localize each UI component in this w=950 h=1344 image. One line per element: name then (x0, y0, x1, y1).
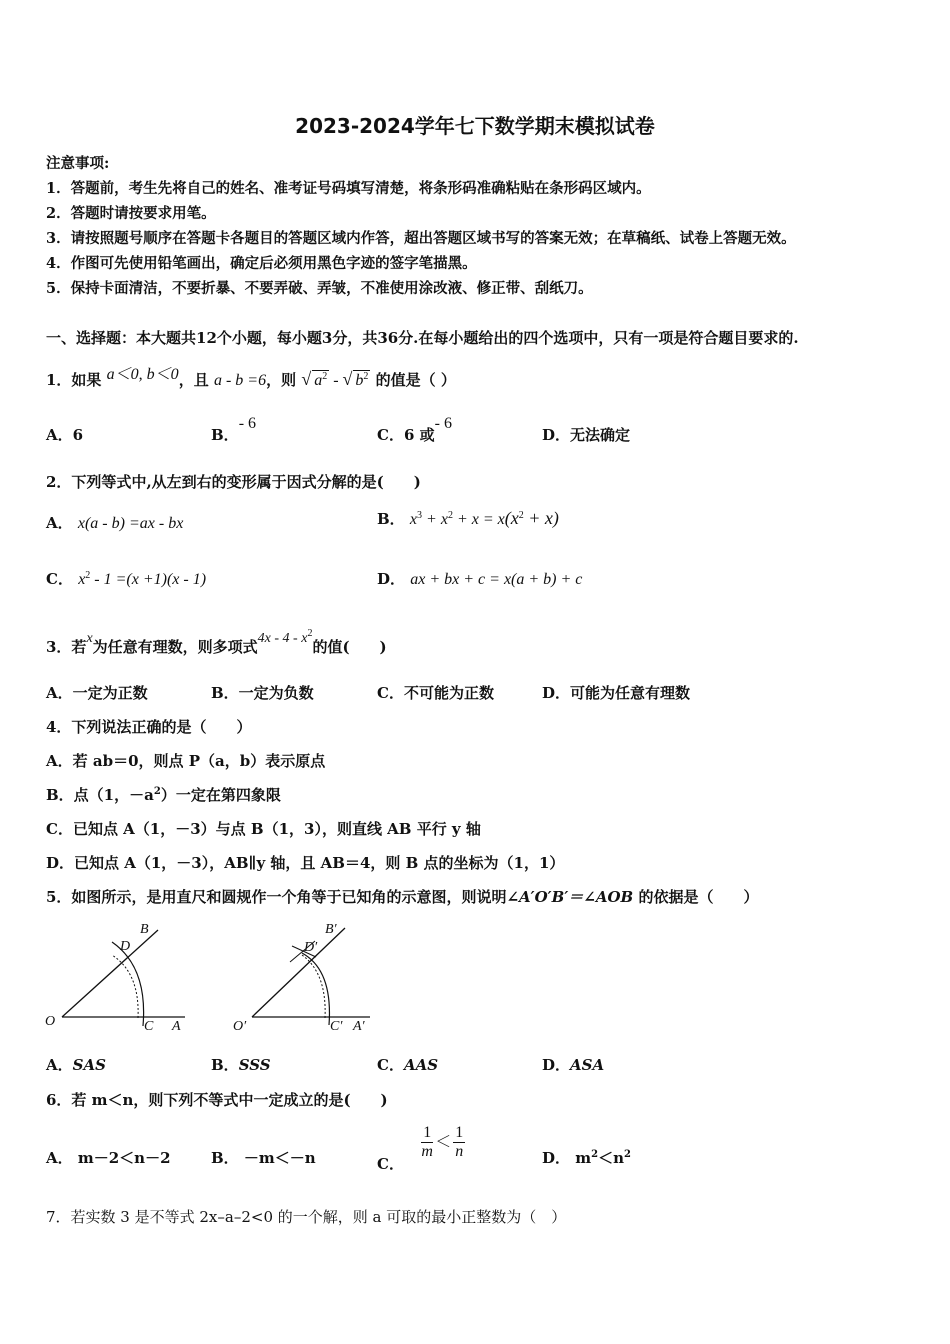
q3-mid: 为任意有理数，则多项式 (92, 638, 258, 656)
q3-polynomial: 4x - 4 - x (257, 631, 308, 646)
note-item: 5．保持卡面清洁，不要折暴、不要弄破、弄皱，不准使用涂改液、修正带、刮纸刀。 (46, 280, 593, 297)
option-math: - 1 =(x +1)(x - 1) (90, 571, 207, 588)
q5-option-a (46, 1054, 106, 1075)
q1-minus: - (329, 372, 343, 389)
arc-c1d1-dashed (302, 955, 325, 1018)
question-2: 2．下列等式中,从左到右的变形属于因式分解的是( ) (46, 473, 421, 491)
q3-prefix: 3．若 (46, 638, 87, 656)
math-exponent: 2 (447, 510, 453, 521)
q1-radicand-a: a (314, 372, 323, 389)
q1-exp-a: 2 (322, 371, 328, 382)
q1-prefix: 1．如果 (46, 371, 102, 389)
option-math: x (409, 511, 418, 528)
page-title: 2023-2024学年七下数学期末模拟试卷 (295, 114, 655, 138)
option-label: D． (377, 570, 406, 588)
q5-option-d (542, 1054, 604, 1075)
q5-stem-math: ∠A′O′B′＝∠AOB (506, 888, 634, 906)
math-exponent: 3 (417, 510, 423, 521)
q1-option-b (211, 415, 257, 445)
option-text: ＜n (598, 1149, 624, 1167)
label-a: A (172, 1019, 181, 1034)
option-math: - 6 (434, 415, 452, 432)
q6-option-d (542, 1147, 631, 1168)
label-o-prime: O′ (233, 1019, 247, 1034)
option-text: 无法确定 (570, 426, 631, 444)
q1-option-d (542, 424, 630, 445)
label-a-prime: A′ (353, 1019, 365, 1034)
q1-exp-b: 2 (363, 371, 369, 382)
q3-option-a: A．一定为正数 (46, 684, 148, 702)
label-b: B (140, 922, 149, 937)
option-math: + x = x (452, 511, 505, 528)
question-7: 7．若实数 3 是不等式 2x–a–2<0 的一个解，则 a 可取的最小正整数为（ ） (46, 1208, 567, 1226)
arc-c1d1 (302, 953, 329, 1025)
section-heading: 一、选择题：本大题共12个小题，每小题3分，共36分.在每小题给出的四个选项中，只有一项是符合题目要求的. (46, 329, 799, 347)
q4-option-b (46, 784, 281, 805)
option-label: D． (542, 1056, 571, 1074)
label-c: C (144, 1019, 154, 1034)
q5-option-c (377, 1054, 438, 1075)
note-item: 2．答题时请按要求用笔。 (46, 205, 216, 222)
option-text: ASA (570, 1056, 605, 1074)
option-text: D． m (542, 1149, 592, 1167)
question-3 (46, 628, 387, 657)
q6-option-a: A． m－2＜n－2 (46, 1149, 171, 1167)
label-d-prime: D′ (304, 940, 318, 955)
q6-option-b: B． －m＜－n (211, 1149, 316, 1167)
q3-option-d: D．可能为任意有理数 (542, 684, 691, 702)
q4-option-c: C．已知点 A（1，－3）与点 B（1，3），则直线 AB 平行 y 轴 (46, 820, 481, 838)
q1-radicand-b: b (355, 372, 364, 389)
option-label: B． (377, 510, 405, 528)
q3-option-b: B．一定为负数 (211, 684, 314, 702)
figure-angle-aob (40, 915, 200, 1040)
fraction-numerator: 1 (455, 1124, 464, 1141)
q1-condition-2: a - b =6 (213, 372, 267, 389)
question-1: 1．如果 a＜0, b＜0，且 a - b =6，则 √ $a^2$ - √ $b^2$ 的值是（ ） (46, 366, 456, 389)
math-exponent: 2 (85, 570, 91, 581)
fraction-denominator: m (421, 1143, 433, 1160)
note-item: 4．作图可先使用铅笔画出，确定后必须用黑色字迹的签字笔描黑。 (46, 255, 477, 272)
q2-option-b (377, 508, 559, 529)
less-than-sign: ＜ (435, 1133, 452, 1151)
option-math: x(a - b) =ax - bx (77, 515, 184, 532)
q1-option-c (377, 415, 452, 445)
fraction-denominator: n (455, 1143, 464, 1160)
ray-o1b1 (252, 928, 345, 1017)
option-math: + x) (523, 508, 559, 528)
label-c-prime: C′ (330, 1019, 343, 1034)
q5-option-b (211, 1054, 271, 1075)
option-label: C． (46, 570, 73, 588)
note-item: 1．答题前，考生先将自己的姓名、准考证号码填写清楚，将条形码准确粘贴在条形码区域内。 (46, 180, 651, 197)
math-exponent: 2 (153, 786, 161, 797)
q4-option-a: A．若 ab＝0，则点 P（a，b）表示原点 (46, 752, 326, 770)
q3-suffix: 的值( ) (312, 638, 387, 656)
label-d: D (120, 939, 131, 954)
option-text: SSS (238, 1056, 271, 1074)
option-label: A． (46, 1056, 73, 1074)
option-label: C． (377, 1056, 404, 1074)
q1-condition-1: a＜0, b＜0 (106, 366, 179, 383)
q1-mid2: ，则 (266, 371, 297, 389)
math-exponent: 2 (623, 1149, 631, 1160)
option-label: B． (211, 1056, 239, 1074)
option-label: A． (46, 514, 73, 532)
q3-option-c: C．不可能为正数 (377, 684, 494, 702)
fraction-1-over-m (421, 1124, 433, 1161)
option-text: 6 (72, 426, 84, 444)
question-4: 4．下列说法正确的是（ ） (46, 718, 252, 736)
option-text: B．点（1，－a (46, 786, 154, 804)
q3-variable: x (86, 631, 93, 646)
option-label: A． (46, 426, 73, 444)
q2-option-d (377, 568, 582, 589)
question-6: 6．若 m＜n，则下列不等式中一定成立的是( ) (46, 1091, 388, 1109)
option-text: ）一定在第四象限 (160, 786, 281, 804)
option-label: D． (542, 426, 571, 444)
option-label: B． (211, 426, 239, 444)
label-o: O (45, 1014, 56, 1029)
fraction-1-over-n (453, 1124, 465, 1161)
figure-angle-a1o1b1 (230, 915, 390, 1040)
q1-suffix: 的值是（ ） (370, 371, 456, 389)
math-exponent: 2 (307, 628, 313, 639)
option-math: + x (422, 511, 448, 528)
q4-option-d: D．已知点 A（1，－3），AB∥y 轴，且 AB＝4，则 B 点的坐标为（1，1） (46, 854, 565, 872)
question-5 (46, 886, 758, 907)
arc-cd (112, 942, 144, 1026)
fraction-numerator: 1 (423, 1124, 432, 1141)
q1-option-a (46, 424, 83, 445)
option-label: C． (377, 1154, 404, 1173)
q5-stem: 5．如图所示，是用直尺和圆规作一个角等于已知角的示意图，则说明 (46, 888, 507, 906)
q2-option-a (46, 512, 183, 533)
label-b-prime: B′ (325, 922, 337, 937)
notes-heading: 注意事项: (46, 155, 110, 172)
q6-option-c (377, 1124, 465, 1173)
option-math: - 6 (238, 415, 257, 432)
option-math: ax + bx + c = x(a + b) + c (410, 571, 583, 588)
q1-mid: ，且 (178, 371, 209, 389)
q5-stem: 的依据是（ ） (633, 888, 759, 906)
option-label: C． (377, 426, 404, 444)
option-math: (x (504, 508, 519, 528)
arc-cd-dashed (112, 955, 138, 1018)
option-math: x (78, 571, 86, 588)
option-text: 6 或 (403, 426, 435, 444)
option-text: SAS (72, 1056, 106, 1074)
math-exponent: 2 (591, 1149, 599, 1160)
math-exponent: 2 (518, 510, 524, 521)
note-item: 3．请按照题号顺序在答题卡各题目的答题区域内作答，超出答题区域书写的答案无效；在草稿纸、试卷上答题无效。 (46, 230, 796, 247)
q2-option-c (46, 568, 206, 589)
option-text: AAS (403, 1056, 439, 1074)
